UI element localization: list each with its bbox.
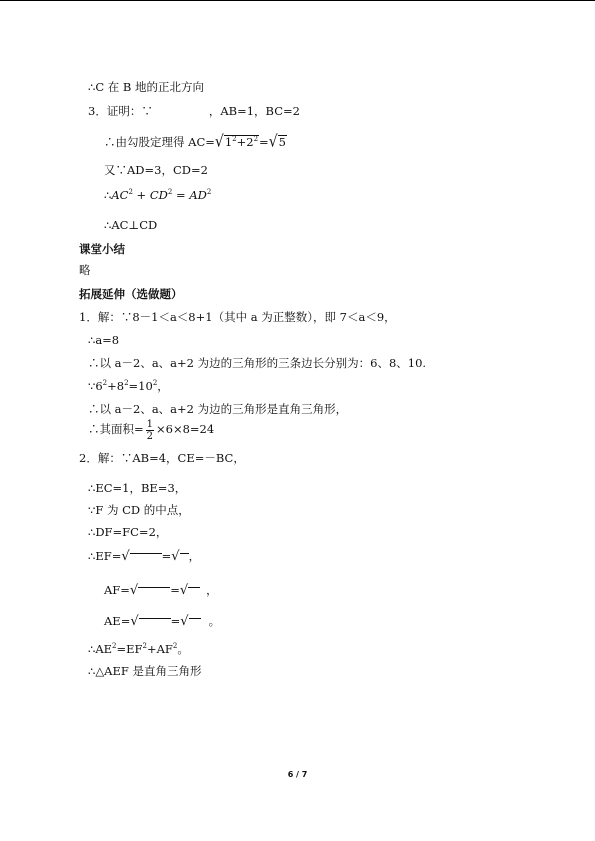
text-line: ∴C 在 B 地的正北方向 [88,80,205,94]
equation-line [104,188,211,202]
equals-sign: = [170,614,181,628]
sqrt-icon: √ [171,549,180,564]
exponent: 2 [253,135,259,143]
text-line: ∴AC⊥CD [104,218,158,232]
area-value: ×6×8=24 [156,422,215,436]
equals-sign: = [161,549,172,563]
text-line: 1．解：∵8－1＜a＜8+1（其中 a 为正整数），即 7＜a＜9， [79,310,396,324]
term: =10 [128,379,153,393]
sqrt-icon: √ [214,132,224,152]
sqrt-icon: √ [129,583,139,598]
fraction-numerator: 1 [146,418,154,430]
empty-radicand [138,587,170,598]
sqrt-line-ae [104,614,220,629]
text-line: ∴以 a－2、a、a+2 为边的三角形的三条边长分别为：6、8、10. [88,356,427,370]
sqrt-expression [214,132,259,152]
plus-sign: + [132,188,150,202]
text-line: ∴a=8 [88,333,120,347]
exponent: 2 [142,642,147,650]
empty-radicand [189,618,201,629]
ef-label: ∴EF= [88,549,122,563]
page-number: 6 / 7 [287,770,308,779]
pythagoras-line [104,132,287,152]
radicand-2: +2 [236,135,254,149]
text-line: ∵F 为 CD 的中点， [88,503,190,517]
area-label: ∴其面积= [88,422,144,436]
exponent: 2 [152,379,158,387]
exponent: 2 [206,188,212,196]
punctuation: ， [157,379,169,393]
sqrt-icon: √ [121,549,130,564]
equation-line [88,642,189,656]
exponent: 2 [172,642,178,650]
sqrt-line-af [104,583,218,598]
equation-line [88,379,169,393]
punctuation: 。 [177,642,189,656]
radicand-1: 1 [224,135,233,149]
term: =EF [116,642,143,656]
text-line: 2．解：∵AB=4，CE=－BC， [79,451,245,465]
exponent: 2 [112,642,117,650]
term: ∴AE [88,642,113,656]
exponent: 2 [102,379,108,387]
text-line: 又∵AD=3，CD=2 [104,163,208,177]
text-line: 略 [79,263,91,277]
var-ac: AC [111,188,129,202]
sqrt-icon: √ [180,614,189,629]
sqrt-icon: √ [130,614,139,629]
sqrt-result-value: 5 [278,135,286,149]
proof-label: 3．证明：∵ [88,104,153,118]
equals-sign: = [259,135,269,149]
fraction [146,419,154,442]
text-line: ∴EC=1，BE=3， [88,481,187,495]
sqrt-line-ef [88,549,200,564]
term: ∵6 [88,379,103,393]
sqrt-icon: √ [268,132,278,152]
empty-radicand [180,553,189,564]
equals-sign: = [172,188,190,202]
proof-line [88,104,300,118]
proof-given: ，AB=1，BC=2 [208,104,300,118]
therefore-symbol: ∴ [104,188,112,202]
section-heading: 拓展延伸（选做题） [79,287,183,301]
term: +8 [107,379,125,393]
text-line: ∴DF=FC=2， [88,525,168,539]
sqrt-icon: √ [179,583,189,598]
punctuation: 。 [208,614,221,628]
ae-label: AE= [104,614,131,628]
exponent: 2 [167,188,173,196]
exponent: 2 [128,188,133,196]
text-line: ∴△AEF 是直角三角形 [88,664,202,678]
punctuation: ， [206,583,218,597]
section-heading: 课堂小结 [79,242,125,256]
empty-radicand [139,618,171,629]
top-border-line [0,0,595,1]
var-cd: CD [149,188,168,202]
punctuation: ， [188,549,201,563]
fraction-denominator: 2 [146,430,154,442]
text-line: ∴以 a－2、a、a+2 为边的三角形是直角三角形， [88,402,348,416]
empty-radicand [130,553,162,564]
af-label: AF= [104,583,130,597]
var-ad: AD [189,188,207,202]
sqrt-result [268,132,287,152]
area-line [88,418,214,442]
equals-sign: = [170,583,180,597]
term: +AF [146,642,173,656]
exponent: 2 [232,135,237,143]
exponent: 2 [124,379,129,387]
empty-radicand [188,587,200,598]
pythagoras-text: ∴由勾股定理得 AC= [104,135,215,149]
